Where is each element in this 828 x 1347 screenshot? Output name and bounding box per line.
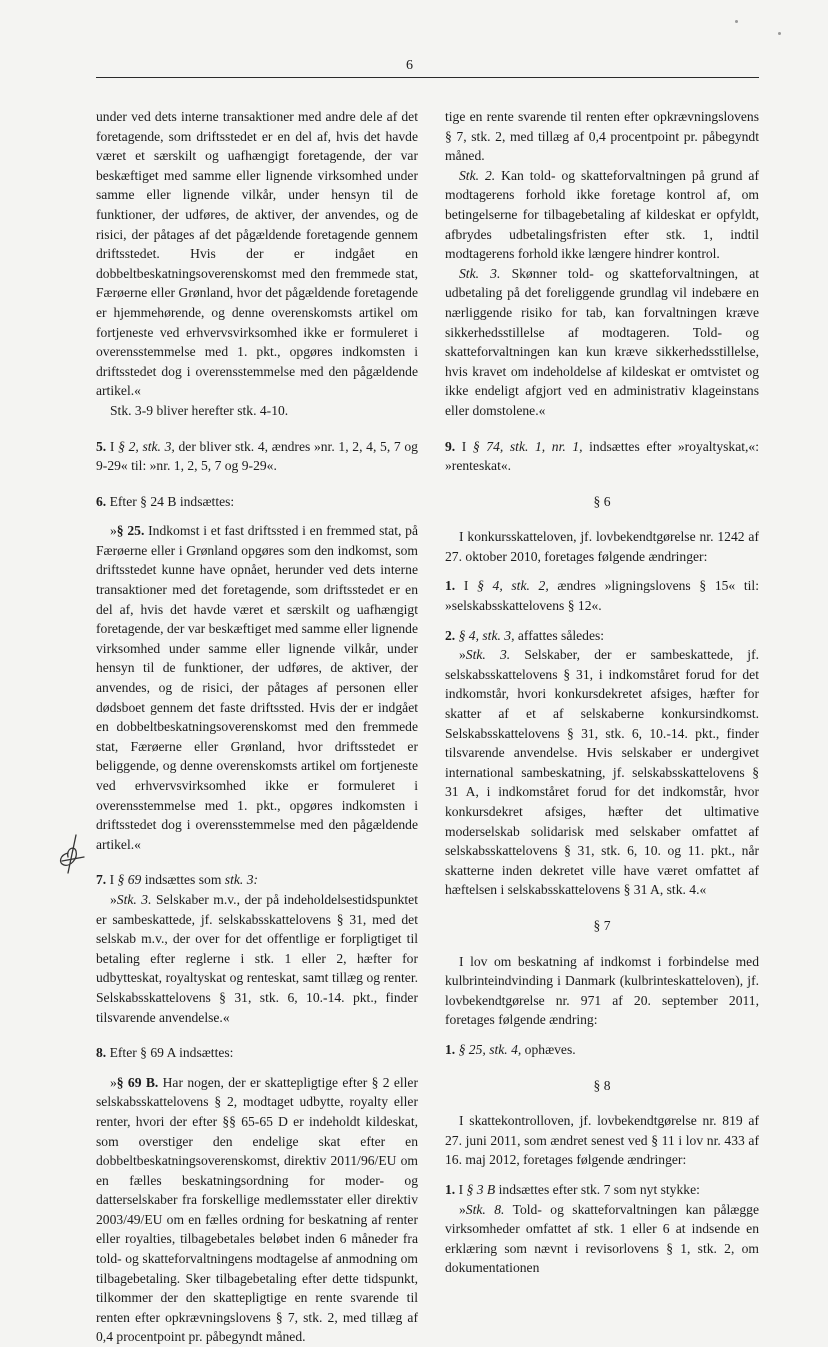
left-column: [96, 107, 418, 1347]
right-column: [445, 107, 759, 1278]
item-7: 7. I § 69 indsættes som stk. 3:: [96, 872, 259, 888]
section-6-intro: I konkursskatteloven, jf. lovbekendtgørelse nr. 1242 af 27. oktober 2010, foretages følgende ændringer:: [445, 529, 759, 564]
paragraph-continuation-right: tige en rente svarende til renten efter opkrævningslovens § 7, stk. 2, med tillæg af 0,4 procentpoint pr. påbegyndt måned.: [445, 109, 759, 164]
item-6-paragraph-25: »§ 25. Indkomst i et fast driftssted i en fremmed stat, på Færøerne eller i Grønland opgøres som den indkomst, som driftsstedet kunne have opnået, herunder ved dets interne transaktioner med det foretagende, som driftsstedet er en del af, hvis det havde været et særskilt og uafhængigt foretagende, der var beskæftiget med samme eller lignende virksomhed under samme eller lignende vilkår, under hensyn til de funktioner, der udføres, de aktiver, der anvendes, og de risici, der påtages af personen eller dødsboet gennem det faste driftssted. Hvis der er indgået en dobbeltbeskatningsoverenskomst med den fremmede stat, Færøerne eller Grønland, hvor driftsstedet er beliggende, og denne overenskomsts artikel om fortjeneste ved erhvervsvirksomhed ikke er formuleret i overensstemmelse med 1. pkt., opgøres indkomsten i driftsstedet dog i overensstemmelse med den pågældende artikel.«: [96, 523, 418, 852]
page-number: 6: [406, 58, 413, 73]
section-8-item-1-stk-8: »Stk. 8. Told- og skatteforvaltningen kan pålægge virksomheder omfattet af stk. 1 eller 6 at indsende en erklæring som nævnt i revisorlovens § 1, stk. 2, om dokumentationen: [445, 1201, 759, 1276]
paragraph-stk-renumber: Stk. 3-9 bliver herefter stk. 4-10.: [110, 402, 289, 418]
item-5: 5. I § 2, stk. 3, der bliver stk. 4, ændres »nr. 1, 2, 4, 5, 7 og 9-29« til: »nr. 1, 2, 5, 7 og 9-29«.: [96, 438, 418, 474]
section-7-item-1: 1. § 25, stk. 4, ophæves.: [445, 1041, 576, 1057]
section-6-item-2-stk-3: »Stk. 3. Selskaber, der er sambeskattede, jf. selskabsskattelovens § 31, i indkomståret forud for det indkomstår, hvori konkursdekretet afsiges, hæfter for skatter af et af selskaberne konkursindkomst. Selskabsskattelovens § 31, stk. 6, 10.-14. pkt., finder tilsvarende anvendelse. Hvis selskaber er undergivet international sambeskatning, jf. selskabsskattelovens § 31 A, i indkomståret forud for det indkomstår, hvor konkursdekret afsiges, hæfter det ultimative moderselskab solidarisk med selskaber omfattet af selskabsskattelovens § 31, stk. 6, 10. og 11. pkt., når skatterne inden dekretet ville have været omfattet af hæftelsen i selskabsskattelovens § 31 A, stk. 4.«: [445, 647, 759, 898]
stk-2: Stk. 2. Kan told- og skatteforvaltningen på grund af modtagerens forhold ikke foretage kontrol af, om betingelserne for tilbagebetaling af kildeskat er opfyldt, afbrydes udbetalingsfristen efter stk. 1, indtil modtagerens forhold ikke længere hindrer kontrol.: [445, 167, 759, 262]
section-6-heading: § 6: [593, 493, 611, 509]
item-8: 8. Efter § 69 A indsættes:: [96, 1045, 234, 1061]
section-6-item-1: 1. I § 4, stk. 2, ændres »ligningslovens § 15« til: »selskabsskattelovens § 12«.: [445, 578, 759, 614]
item-8-paragraph-69b: »§ 69 B. Har nogen, der er skattepligtige efter § 2 eller selskabsskattelovens § 2, modtaget udbytte, royalty eller renter, hvori der efter §§ 65-65 D er indeholdt kildeskat, som overstiger den endelige skat efter en dobbeltbeskatningsoverenskomst, direktiv 2011/96/EU om en fælles beskatningsordning for moder- og datterselskaber fra forskellige medlemsstater eller direktiv 2003/49/EU om en fælles ordning for beskatning af renter eller royalties, tilbagebetales beløbet inden 6 måneder fra told- og skatteforvaltningens modtagelse af anmodning om tilbagebetaling. Sker tilbagebetaling efter dette tidspunkt, tilkommer der den skattepligtige en rente svarende til renten efter opkrævningslovens § 7, stk. 2, med tillæg af 0,4 procentpoint pr. påbegyndt måned.: [96, 1074, 418, 1345]
section-8-heading: § 8: [593, 1077, 611, 1093]
scan-speck: [735, 20, 738, 23]
section-8-item-1: 1. I § 3 B indsættes efter stk. 7 som nyt stykke:: [445, 1181, 700, 1197]
stk-3: Stk. 3. Skønner told- og skatteforvaltningen, at udbetaling på det foreliggende grundlag vil indebære en nærliggende risiko for tab, kan forvaltningen kræve sikkerhedsstillelse af modtageren. Told- og skatteforvaltningen kan kun kræve sikkerhedsstillelse, hvis kravet om indeholdelse af kildeskat er omtvistet og ikke endeligt afgjort ved en administrativ klageinstans eller domstolene.«: [445, 265, 760, 418]
scan-speck: [778, 32, 781, 35]
section-8-intro: I skattekontrolloven, jf. lovbekendtgørelse nr. 819 af 27. juni 2011, som ændret senest ved § 11 i lov nr. 433 af 16. maj 2012, foretages følgende ændringer:: [445, 1113, 759, 1168]
section-7-intro: I lov om beskatning af indkomst i forbindelse med kulbrinteindvinding i Danmark (kulbrinteskatteloven), jf. lovbekendtgørelse nr. 971 af 20. september 2011, foretages følgende ændring:: [445, 953, 759, 1028]
handwritten-margin-mark-icon: [56, 833, 90, 881]
section-6-item-2: 2. § 4, stk. 3, affattes således:: [445, 627, 605, 643]
paragraph-continuation: under ved dets interne transaktioner med andre dele af det foretagende, som driftsstedet er en del af, hvis det havde været et særskilt og uafhængigt foretagende, der var beskæftiget med samme eller lignende virksomhed under samme eller lignende vilkår, under hensyn til de funktioner, der udføres, de aktiver, der anvendes, og de risici, der påtages af det pågældende foretagende gennem driftsstedet. Hvis der er indgået en dobbeltbeskatningsoverenskomst med den fremmede stat, Færøerne eller Grønland, hvor det pågældende foretagende er hjemmehørende, og denne overenskomsts artikel om fortjeneste ved erhvervsvirksomhed ikke er formuleret i overensstemmelse med 1. pkt., opgøres indkomsten i driftsstedet dog i overensstemmelse med den pågældende artikel.«: [96, 109, 418, 399]
header-rule: [96, 77, 759, 78]
item-9: 9. I § 74, stk. 1, nr. 1, indsættes efter »royaltyskat,«: »renteskat«.: [445, 438, 759, 474]
section-7-heading: § 7: [593, 917, 611, 933]
item-6: 6. Efter § 24 B indsættes:: [96, 493, 235, 509]
item-7-stk-3: »Stk. 3. Selskaber m.v., der på indeholdelsestidspunktet er sambeskattede, jf. selskabsskattelovens § 31, med det selskab m.v., der over for det offentlige er forpligtiget til betaling efter reglerne i stk. 1 eller 2, hæfter for udbytteskat, royaltyskat og renteskat, samt tillæg og renter. Selskabsskattelovens § 31, stk. 6, 10.-14. pkt., finder tilsvarende anvendelse.«: [96, 891, 418, 1025]
